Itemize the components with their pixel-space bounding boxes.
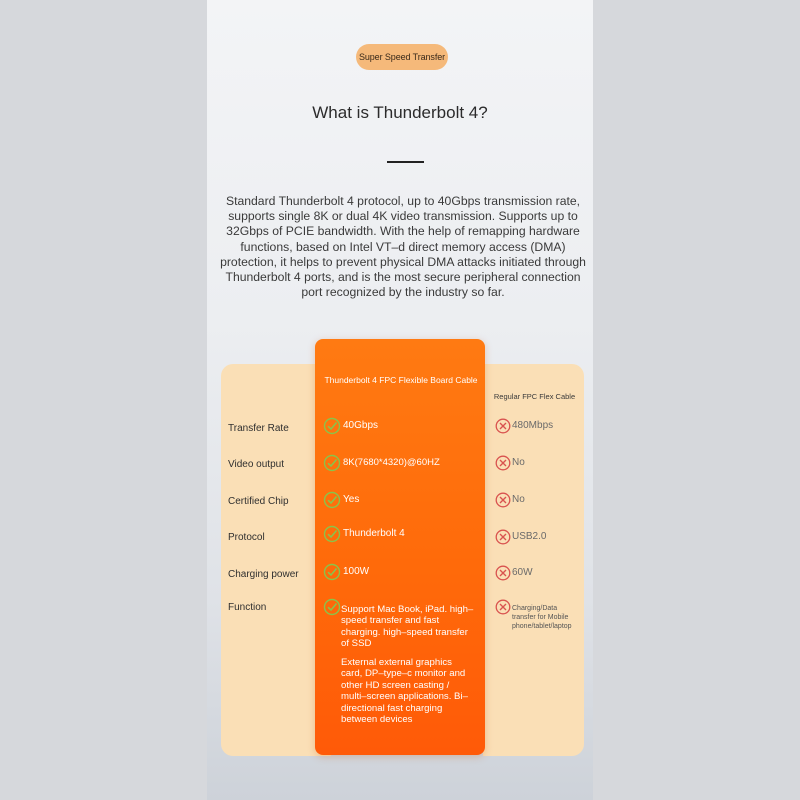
row-function-ours-extra: External external graphics card, DP–type–c monitor and other HD screen casting / multi–screen applications. Bi–directional fast charging between devices bbox=[341, 657, 468, 726]
value-text: 480Mbps bbox=[512, 420, 554, 431]
value-text: No bbox=[512, 457, 525, 468]
cross-icon bbox=[495, 599, 511, 615]
row-function-regular-icon bbox=[495, 599, 511, 615]
cross-icon bbox=[495, 455, 511, 471]
value-text: Yes bbox=[343, 494, 360, 505]
row-protocol-regular bbox=[495, 529, 546, 545]
row-label-certified-chip: Certified Chip bbox=[228, 496, 289, 507]
cross-icon bbox=[495, 418, 511, 434]
row-transfer-rate-regular bbox=[495, 418, 553, 434]
row-protocol-ours bbox=[323, 525, 405, 543]
product-page bbox=[207, 0, 593, 800]
cross-icon bbox=[495, 565, 511, 581]
value-text: 8K(7680*4320)@60HZ bbox=[343, 457, 440, 468]
row-label-function: Function bbox=[228, 602, 267, 613]
row-video-output-ours bbox=[323, 454, 440, 472]
check-icon bbox=[323, 491, 341, 509]
cross-icon bbox=[495, 492, 511, 508]
row-certified-chip-ours bbox=[323, 491, 359, 509]
check-icon bbox=[323, 525, 341, 543]
title-divider bbox=[387, 161, 424, 163]
check-icon bbox=[323, 563, 341, 581]
column-header-thunderbolt: Thunderbolt 4 FPC Flexible Board Cable bbox=[324, 375, 478, 385]
row-charging-power-ours bbox=[323, 563, 369, 581]
row-transfer-rate-ours bbox=[323, 417, 378, 435]
check-icon bbox=[323, 598, 341, 616]
row-label-video-output: Video output bbox=[228, 459, 284, 470]
row-charging-power-regular bbox=[495, 565, 533, 581]
row-label-charging-power: Charging power bbox=[228, 569, 299, 580]
value-text: USB2.0 bbox=[512, 531, 547, 542]
value-text: 60W bbox=[512, 567, 533, 578]
row-function-ours-icon bbox=[323, 598, 341, 616]
section-badge: Super Speed Transfer bbox=[356, 44, 448, 70]
value-text: No bbox=[512, 494, 525, 505]
row-label-protocol: Protocol bbox=[228, 532, 265, 543]
check-icon bbox=[323, 454, 341, 472]
row-certified-chip-regular bbox=[495, 492, 525, 508]
value-text: 100W bbox=[343, 566, 370, 577]
description: Standard Thunderbolt 4 protocol, up to 40Gbps transmission rate, supports single 8K or dual 4K video transmission. Supports up to 32Gbps of PCIE bandwidth. With the help of remapping hardware functions, based on Intel VT–d direct memory access (DMA) protection, it helps to prevent physical DMA attacks initiated through Thunderbolt 4 ports, and is the most secure peripheral connection port recognized by the industry so far. bbox=[220, 194, 586, 300]
row-video-output-regular bbox=[495, 455, 525, 471]
row-function-regular-text: Charging/Data transfer for Mobile phone/tablet/laptop bbox=[512, 605, 572, 630]
row-function-ours-text: Support Mac Book, iPad. high–speed transfer and fast charging. high–speed transfer of SSD bbox=[341, 604, 474, 650]
column-header-regular: Regular FPC Flex Cable bbox=[493, 392, 576, 401]
check-icon bbox=[323, 417, 341, 435]
row-label-transfer-rate: Transfer Rate bbox=[228, 423, 289, 434]
value-text: Thunderbolt 4 bbox=[343, 528, 405, 539]
page-title: What is Thunderbolt 4? bbox=[312, 103, 488, 122]
value-text: 40Gbps bbox=[343, 420, 379, 431]
cross-icon bbox=[495, 529, 511, 545]
